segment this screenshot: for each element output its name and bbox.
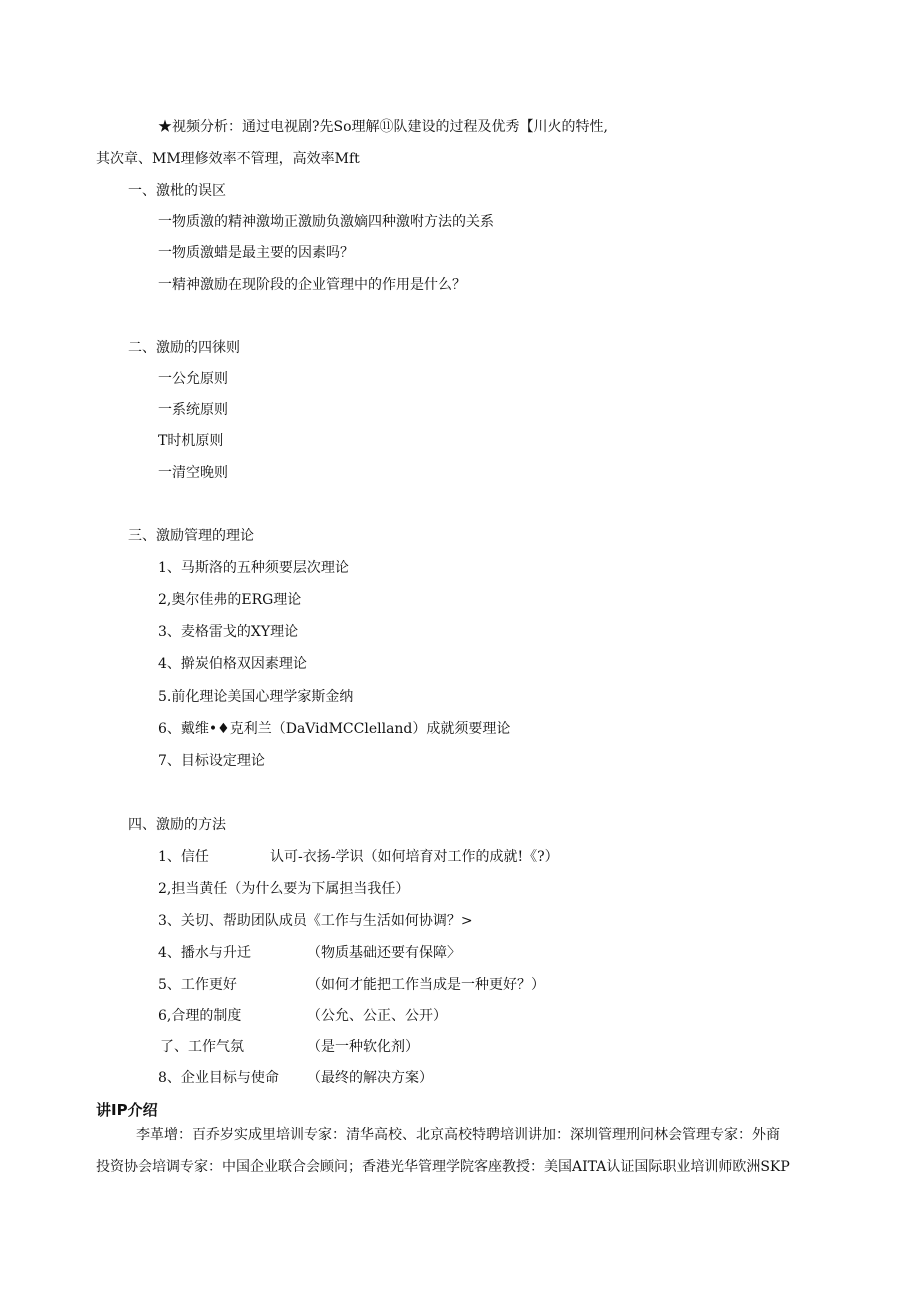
method-description: （公允、公正、公开） bbox=[307, 1008, 447, 1024]
section-3-item: 6、戴维•♦克利兰（DaVidMCClelland）成就须要理论 bbox=[158, 721, 511, 737]
section-3-item: 5.前化理论美国心理学家斯金纳 bbox=[158, 689, 354, 705]
method-item: 3、关切、帮助团队成员《工作与生活如何协调？> bbox=[158, 913, 473, 929]
section-1-item: 一精神激励在现阶段的企业管理中的作用是什么？ bbox=[158, 277, 466, 293]
method-label: 5、工作更好 bbox=[158, 977, 237, 993]
method-item: 2,担当黄任（为什么要为下属担当我任） bbox=[158, 881, 410, 897]
method-label: 4、播水与升迁 bbox=[158, 945, 251, 961]
section-1-item: 一物质激蜡是最主要的因素吗？ bbox=[158, 245, 354, 261]
lecturer-bio-line-2: 投资协会培调专家：中国企业联合会顾问；香港光华管理学院客座教授：美国AITA认证国际职业培训师欧洲SKP bbox=[96, 1159, 790, 1175]
method-label: 6,合理的制度 bbox=[158, 1008, 242, 1024]
method-label: 了、工作气氛 bbox=[160, 1039, 244, 1055]
section-2-heading: 二、激励的四徕则 bbox=[128, 340, 240, 356]
method-description: （物质基础还要有保障〉 bbox=[307, 945, 461, 961]
intro-line-2: 其次章、MM理修效率不管理，高效率Mft bbox=[96, 151, 360, 167]
section-3-heading: 三、激励管理的理论 bbox=[128, 528, 254, 544]
section-1-heading: 一、激枇的误区 bbox=[128, 183, 226, 199]
section-3-item: 1、马斯洛的五种须要层次理论 bbox=[158, 560, 349, 576]
lecturer-heading: 讲IP介绍 bbox=[96, 1101, 158, 1119]
intro-line-1: ★视频分析：通过电视剧?先So理解⑪队建设的过程及优秀【川火的特性, bbox=[158, 119, 608, 135]
section-2-item: 一系统原则 bbox=[158, 402, 228, 418]
section-1-item: 一物质激的精神激坳正激励负激嫡四种激咐方法的关系 bbox=[158, 214, 494, 230]
method-description: （最终的解决方案） bbox=[307, 1070, 433, 1086]
method-description: （如何才能把工作当成是一种更好？） bbox=[307, 977, 545, 993]
method-description: （是一种软化剂） bbox=[307, 1039, 419, 1055]
section-2-item: T时机原则 bbox=[158, 433, 224, 449]
section-3-item: 7、目标设定理论 bbox=[158, 753, 265, 769]
section-2-item: 一公允原则 bbox=[158, 371, 228, 387]
section-4-heading: 四、激励的方法 bbox=[128, 817, 226, 833]
method-description: 认可-衣扬-学识（如何培育对工作的成就!《?） bbox=[270, 849, 559, 865]
section-3-item: 3、麦格雷戈的XY理论 bbox=[158, 624, 299, 640]
section-2-item: 一清空晚则 bbox=[158, 465, 228, 481]
method-label: 1、信任 bbox=[158, 849, 209, 865]
section-3-item: 2,奥尔佳弗的ERG理论 bbox=[158, 592, 302, 608]
lecturer-bio-line-1: 李革增：百乔岁实成里培训专家：清华高校、北京高校特聘培训讲加：深圳管理刑问林会管理专家：外商 bbox=[136, 1127, 780, 1143]
section-3-item: 4、擀炭伯格双因素理论 bbox=[158, 656, 307, 672]
method-label: 8、企业目标与使命 bbox=[158, 1070, 279, 1086]
